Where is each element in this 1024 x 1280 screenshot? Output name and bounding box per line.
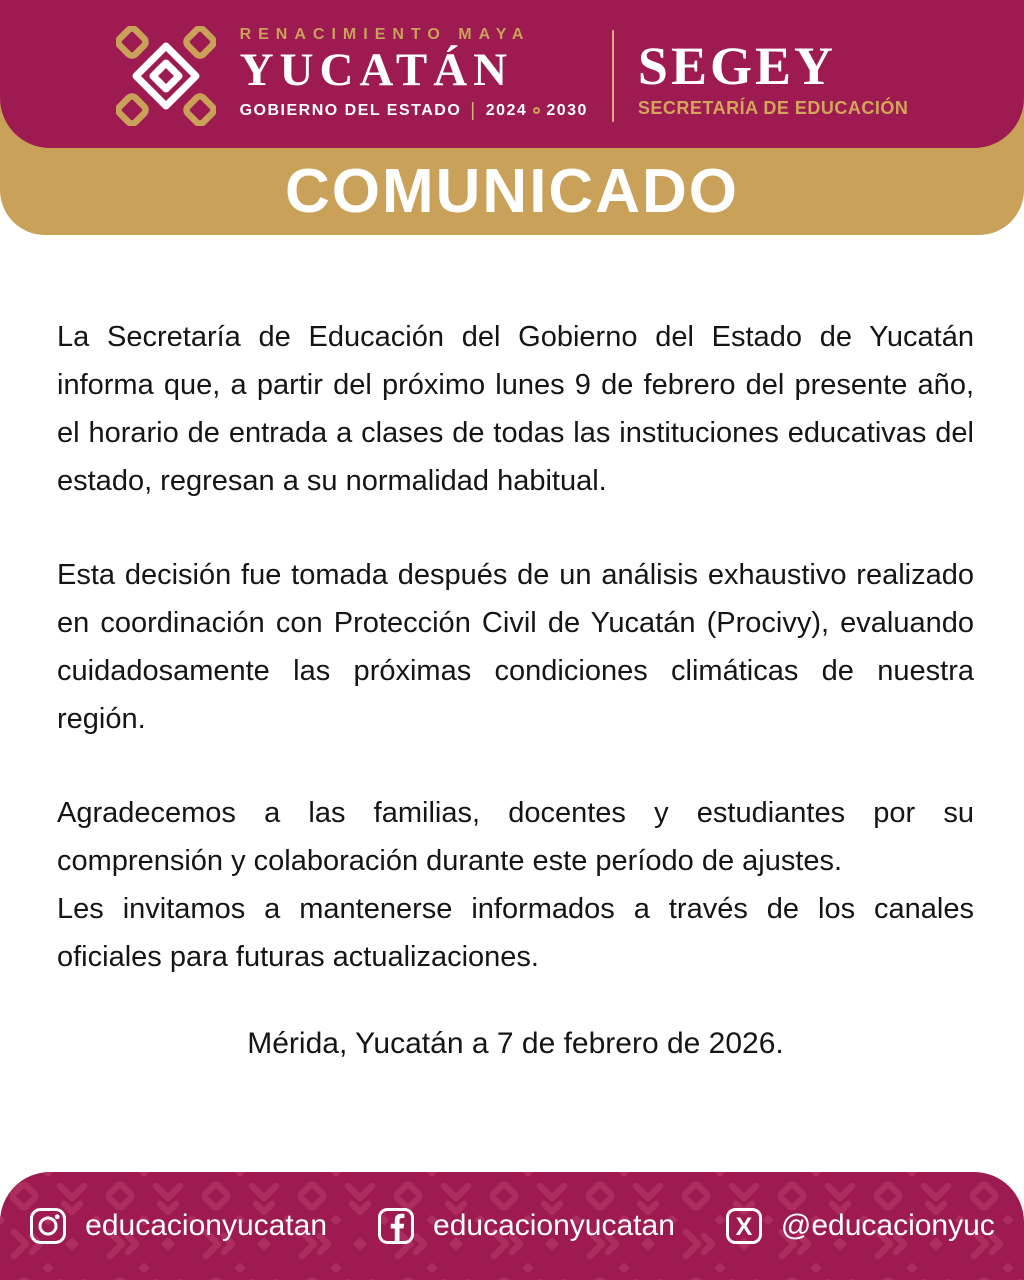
x-icon	[725, 1207, 763, 1245]
social-row	[0, 1172, 1024, 1280]
dateline: Mérida, Yucatán a 7 de febrero de 2026.	[247, 1027, 784, 1060]
org-name: SECRETARÍA DE EDUCACIÓN	[637, 98, 909, 118]
footer-band	[0, 1172, 1024, 1280]
social-handle: @educacionyuc	[780, 1209, 995, 1242]
term-dot-icon	[533, 107, 540, 114]
term-range	[486, 102, 588, 120]
maya-glyph-icon	[116, 26, 216, 126]
banner-title: COMUNICADO	[285, 157, 739, 226]
brand-tagline: RENACIMIENTO MAYA	[239, 26, 531, 44]
paragraph: Esta decisión fue tomada después de un análisis exhaustivo realizado en coordinación con Protección Civil de Yucatán (Procivy), evaluando cuidadosamente las próximas condiciones climáticas de nuestra región.	[57, 559, 974, 735]
announcement-body	[0, 235, 1024, 1061]
social-instagram[interactable]	[29, 1207, 327, 1245]
subline-separator: |	[470, 99, 477, 121]
brand-block	[240, 26, 588, 121]
social-facebook[interactable]	[377, 1207, 675, 1245]
facebook-icon	[377, 1207, 415, 1245]
social-handle: educacionyucatan	[433, 1209, 675, 1242]
brand-wordmark: YUCATÁN	[239, 44, 514, 97]
instagram-icon	[29, 1207, 67, 1245]
org-acronym: SEGEY	[637, 36, 836, 96]
social-handle: educacionyucatan	[85, 1209, 328, 1242]
gov-label: GOBIERNO DEL ESTADO	[239, 101, 462, 119]
social-x[interactable]	[725, 1207, 995, 1245]
term-end: 2030	[546, 101, 588, 119]
term-start: 2024	[485, 101, 528, 119]
paragraph: Agradecemos a las familias, docentes y estudiantes por su comprensión y colaboración durante este período de ajustes.	[57, 797, 974, 877]
paragraph: Les invitamos a mantenerse informados a través de los canales oficiales para futuras actualizaciones.	[57, 893, 974, 973]
header-divider	[612, 30, 614, 122]
org-block	[637, 36, 909, 119]
svg-text:X: X	[735, 1213, 753, 1241]
brand-subline	[240, 100, 588, 122]
paragraph: La Secretaría de Educación del Gobierno del Estado de Yucatán informa que, a partir del próximo lunes 9 de febrero del presente año, el horario de entrada a clases de todas las instituciones educativas del estado, regresan a su normalidad habitual.	[57, 321, 974, 497]
header-band	[0, 0, 1024, 148]
